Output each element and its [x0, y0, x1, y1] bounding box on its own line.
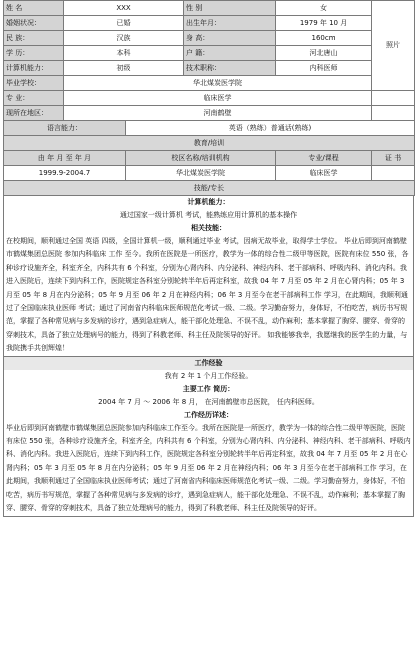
work-desc-title: 工作经历详述： — [184, 410, 233, 419]
other-skill-title: 相关技能： — [191, 224, 226, 232]
skills-section — [3, 196, 414, 357]
edu-period: 1999.9-2004.7 — [4, 166, 126, 181]
table-row — [4, 166, 415, 181]
photo-label: 照片 — [386, 41, 401, 49]
edu-school: 华北煤炭医学院 — [126, 166, 276, 181]
hukou-value: 河北唐山 — [276, 46, 372, 61]
work-desc-text: 毕业后即到河南鹤壁市鹤煤集团总医院参加内科临床工作至今。我所在医院是一所医疗，教学为一体的综合性二级甲等医院，医院有床位 550 张，各种诊疗设施齐全，科室齐全，内科共有 6 个科室，分别为心肾内科、内分泌科、神经内科、老干部病科、呼吸内科、消化内科。我进入医院后，连续下到内科工作，医院规定各科室分别轮转半年后再定科室，故我 04 年 7 月至 05 年 2 月在心肾内科；05 年 3 月至 05 年 8 月在内分泌科；05 年 9 月至 06 年 2 月在神经内科；06 年 3 月至今在老干部病科工作 学习，在此期间，我顺利通过了全国临床执业医师考试；通过了河南省内科临床医师规范化考试一级、二级。学习勤奋努力，身体好，不怕吃苦，病历书写规范，掌握了各种常见病与多发病的诊疗，遇到急症病人，能干部化处理急、不误不乱，动作麻利；基本掌握了胸穿、腰穿、骨穿的穿刺技术，具备了独立处理病号的能力，得到了科教老师、科主任及院领导的好评。 — [6, 423, 411, 513]
education-header: 教育/培训 — [4, 136, 415, 151]
work-header: 工作经验 — [4, 357, 413, 370]
birth-label: 出生年月： — [184, 16, 276, 31]
edu-col-school: 校区名称/培训机构 — [126, 151, 276, 166]
edu-cert — [372, 166, 415, 181]
edu-col-period: 由 年 月 至 年 月 — [4, 151, 126, 166]
hukou-label: 户 籍： — [184, 46, 276, 61]
work-years: 我有 2 年 1 个月工作经验。 — [164, 371, 253, 380]
height-value: 160cm — [276, 31, 372, 46]
title-value: 内科医师 — [276, 61, 372, 76]
marital-label: 婚姻状况： — [4, 16, 64, 31]
height-label: 身 高： — [184, 31, 276, 46]
edu-col-major: 专业/课程 — [276, 151, 372, 166]
school-label: 毕业学校： — [4, 76, 64, 91]
ethnic-value: 汉族 — [64, 31, 184, 46]
location-value: 河南鹤壁 — [64, 106, 372, 121]
major-value: 临床医学 — [64, 91, 372, 106]
work-main-title: 主要工作 简历： — [182, 384, 235, 393]
edu-major: 临床医学 — [276, 166, 372, 181]
edu-label: 学 历： — [4, 46, 64, 61]
location-label: 现所在地区： — [4, 106, 64, 121]
other-skill-text: 在校期间，顺利通过全国 英语 四级，全国计算机一级，顺利通过毕业 考试，因病无故毕业，取得学士学位。 毕业后即到河南鹤壁市鹤煤集团总医院 参加内科临床 工作 至今。我所在医院是一所医疗，教学为一体的综合性二级甲等医院，医院有床位 550 张，各种诊疗设施齐全，科室齐全，内科共有 6 个科室，分别为心肾内科、内分泌科、神经内科、老干部病科、呼吸内科、消化内科。我进入医院后，连续下到内科工作，医院规定各科室分别轮转半年后再定科室，故我 04 年 7 月至 05 年 2 月在心肾内科；05 年 3 月至 05 年 8 月在内分泌科；05 年 9 月至 06 年 2 月在神经内科；06 年 3 月至今在老干部病科工作 学习，在此期间，我顺利通过了全国临床执业医师 考试；通过了河南省内科临床医师规范化考试一级、二级。学习勤奋努力，身体好，不怕吃苦，病历书写规范，掌握了各种常见病与多发病的诊疗，遇到急症病人，能干部化处理急、不误不乱，动作麻利；基本掌握了胸穿、腰穿、骨穿的穿刺技术，具备了独立处理病号的能力，得到了科教老师、科主任及院领导的好评。 如我能够我幸，我愿继我的医学生的力量，与我院携手共创辉煌！ — [6, 237, 409, 353]
work-main-text: 2004 年 7 月 ～ 2006 年 8 月， 在河南鹤壁市总医院， 任内科医师。 — [98, 397, 319, 406]
gender-label: 性 别 — [184, 1, 276, 16]
computer-value: 初级 — [64, 61, 184, 76]
edu-col-cert: 证 书 — [372, 151, 415, 166]
ethnic-label: 民 族： — [4, 31, 64, 46]
computer-skill-title: 计算机能力： — [187, 198, 230, 206]
skills-header: 技能/专长 — [4, 181, 415, 196]
marital-value: 已婚 — [64, 16, 184, 31]
birth-value: 1979 年 10 月 — [276, 16, 372, 31]
school-value: 华北煤炭医学院 — [64, 76, 372, 91]
name-label: 姓 名 — [4, 1, 64, 16]
major-label: 专 业： — [4, 91, 64, 106]
gender-value: 女 — [276, 1, 372, 16]
title-label: 技术职称： — [184, 61, 276, 76]
computer-skill-text: 通过国家一级计算机 考试，能熟练应用计算机的基本操作 — [119, 211, 298, 219]
work-section — [3, 357, 414, 517]
language-value: 英语（熟练）普通话(熟练) — [126, 121, 415, 136]
photo-box — [372, 1, 415, 91]
name-value: XXX — [64, 1, 184, 16]
language-label: 语言能力： — [4, 121, 126, 136]
computer-label: 计算机能力： — [4, 61, 64, 76]
edu-value: 本科 — [64, 46, 184, 61]
basic-info-table — [3, 0, 415, 196]
